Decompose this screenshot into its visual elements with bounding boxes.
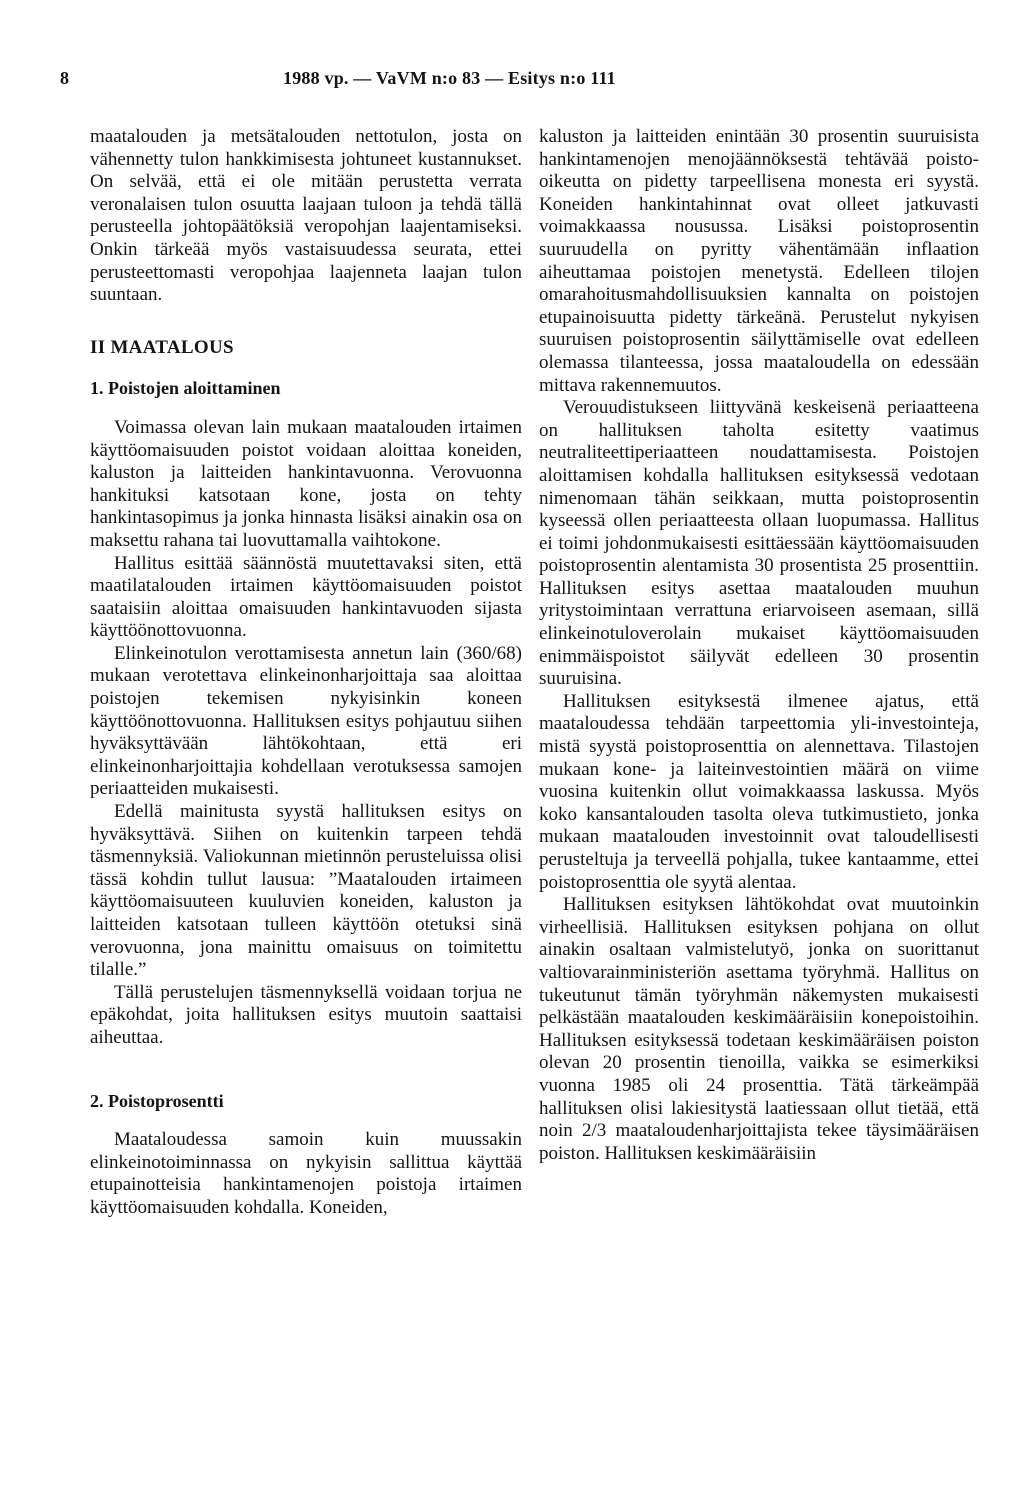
subsection-heading-1: 1. Poistojen aloittaminen bbox=[90, 378, 281, 399]
subsection-heading-2: 2. Poistoprosentti bbox=[90, 1090, 224, 1111]
page-header bbox=[0, 68, 1024, 98]
running-title: 1988 vp. — VaVM n:o 83 — Esitys n:o 111 bbox=[283, 68, 616, 88]
intro-paragraph: maatalouden ja metsätalouden nettotulon, josta on vähennetty tulon hankkimisesta johtuneet kustannukset. On selvää, että ei ole mitään perustetta verrata veronalaisen tulon osuutta laajaan tuloon ja tehdä tällä perusteella johtopäätöksiä veropohjan laajentamiseksi. Onkin tärkeää myös vastaisuudessa seurata, ettei perusteettomasti veropohjaa laajenneta laajan tulon suuntaan. bbox=[90, 126, 522, 306]
left-column bbox=[90, 126, 522, 1220]
body-paragraph: Elinkeinotulon verottamisesta annetun lain (360/68) mukaan verotettava elinkeinonharjoittaja saa aloittaa poistojen tekemisen nykyisinkin koneen käyttöönottovuonna. Hallituksen esitys pohjautuu siihen hyväksyttävään lähtökohtaan, että eri elinkeinonharjoittajia kohdellaan verotuksessa samojen periaatteiden mukaisesti. bbox=[90, 642, 522, 800]
body-paragraph: Tällä perustelujen täsmennyksellä voidaan torjua ne epäkohdat, joita hallituksen esitys muutoin saattaisi aiheuttaa. bbox=[90, 981, 522, 1048]
section-heading: II MAATALOUS bbox=[90, 336, 234, 358]
body-paragraph: kaluston ja laitteiden enintään 30 prosentin suuruisista hankintamenojen menojäännöksestä tehtävää poisto-oikeutta on pidetty tarpeellisena monesta eri syystä. Koneiden hankintahinnat ovat olleet jatkuvasti voimakkaassa nousussa. Lisäksi poistoprosentin suuruudella on pyritty vähentämään inflaation aiheuttamaa poistojen menetystä. Edelleen tilojen omarahoitusmahdollisuuksien kannalta on poistojen etupainoisuutta pidetty tärkeänä. Perustelut nykyisen suuruisen poistoprosentin säilyttämiselle ovat edelleen olemassa tilanteessa, jossa maataloudella on edessään mittava rakennemuutos. bbox=[539, 126, 979, 396]
body-paragraph: Voimassa olevan lain mukaan maatalouden irtaimen käyttöomaisuuden poistot voidaan aloittaa koneiden, kaluston ja laitteiden hankintavuonna. Verovuonna hankituksi katsotaan kone, josta on tehty hankintasopimus ja jonka hinnasta lisäksi ainakin osa on maksettu rahana tai luovuttamalla vaihtokone. bbox=[90, 416, 522, 551]
body-paragraph: Verouudistukseen liittyvänä keskeisenä periaatteena on hallituksen taholta esitetty vaatimus neutraliteettiperiaatteen noudattamisesta. Poistojen aloittamisen kohdalla hallituksen esityksessä vedotaan nimenomaan tähän seikkaan, mutta poistoprosentin kyseessä ollen periaatteesta ollaan luopumassa. Hallitus ei toimi johdonmukaisesti esittäessään käyttöomaisuuden poistoprosentin alentamista 30 prosentista 25 prosenttiin. Hallituksen esitys asettaa maatalouden muuhun yritystoimintaan verrattuna eriarvoiseen asemaan, sillä elinkeinotuloverolain mukaiset käyttöomaisuuden enimmäispoistot säilyvät edelleen 30 prosentin suuruisina. bbox=[539, 397, 979, 690]
body-paragraph: Edellä mainitusta syystä hallituksen esitys on hyväksyttävä. Siihen on kuitenkin tarpeen tehdä täsmennyksiä. Valiokunnan mietinnön perusteluissa olisi tässä kohdin tullut lausua: ”Maatalouden irtaimeen käyttöomaisuuteen kuuluvien koneiden, kaluston ja laitteiden katsotaan tulleen käyttöön otetuksi sinä verovuonna, jona mainittu omaisuus on toimitettu tilalle.” bbox=[90, 801, 522, 981]
body-paragraph: Hallitus esittää säännöstä muutettavaksi siten, että maatilatalouden irtaimen käyttöomaisuuden poistot saataisiin aloittaa omaisuuden hankintavuoden sijasta käyttöönottovuonna. bbox=[90, 552, 522, 642]
body-paragraph: Hallituksen esityksen lähtökohdat ovat muutoinkin virheellisiä. Hallituksen esityksen pohjana on ollut ainakin osaltaan valmistelutyö, jonka on suorittanut valtiovarainministeriön asettama työryhmä. Hallitus on tukeutunut tämän työryhmän näkemysten mukaisesti pelkästään maatalouden keskimääräisiin konepoistoihin. Hallituksen esityksessä todetaan keskimääräisen poiston olevan 20 prosentin tienoilla, vaikka se esimerkiksi vuonna 1985 oli 24 prosenttia. Tätä tärkeämpää hallituksen olisi lakiesitystä laatiessaan ollut tietää, että noin 2/3 maataloudenharjoittajista tekee täysimääräisen poiston. Hallituksen keskimääräisiin bbox=[539, 894, 979, 1164]
page-number: 8 bbox=[60, 68, 69, 88]
body-paragraph: Maataloudessa samoin kuin muussakin elinkeinotoiminnassa on nykyisin sallittua käyttää etupainotteisia hankintamenojen poistoja irtaimen käyttöomaisuuden kohdalla. Koneiden, bbox=[90, 1129, 522, 1218]
right-column bbox=[539, 126, 979, 1165]
body-paragraph: Hallituksen esityksestä ilmenee ajatus, että maataloudessa tehdään tarpeettomia yli-investointeja, mistä syystä poistoprosenttia on alennettava. Tilastojen mukaan kone- ja laiteinvestointien määrä on viime vuosina kuitenkin ollut voimakkaassa laskussa. Myös koko kansantalouden tasolta oleva tutkimustieto, jonka mukaan maatalouden investoinnit ovat taloudellisesti perusteltuja ja terveellä pohjalla, tukee kantaamme, ettei poistoprosenttia ole syytä alentaa. bbox=[539, 690, 979, 893]
